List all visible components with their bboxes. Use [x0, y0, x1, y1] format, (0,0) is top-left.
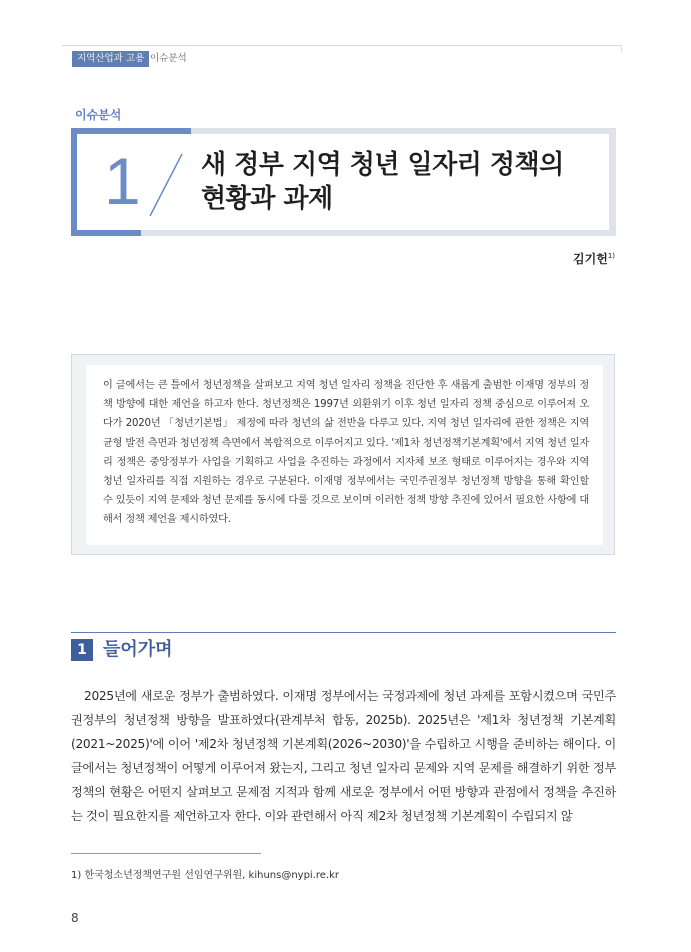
section-title: 들어가며 [103, 639, 173, 660]
author-footnote-mark: 1) [607, 252, 615, 260]
article-number: 1 [104, 144, 141, 218]
title-slash-divider [146, 152, 186, 218]
header-subcategory: 이슈분석 [150, 53, 187, 64]
article-title [201, 148, 601, 216]
title-accent-bottom [71, 230, 141, 236]
author [573, 250, 615, 267]
page-number: 8 [71, 911, 79, 925]
header-rule [62, 45, 622, 46]
footnote-rule [71, 853, 261, 854]
article-title-line1: 새 정부 지역 청년 일자리 정책의 [201, 150, 564, 180]
header-category-chip: 지역산업과 고용 [72, 51, 149, 67]
header-rule-tick [621, 45, 622, 52]
author-name: 김기헌 [573, 252, 608, 266]
section-rule [71, 632, 616, 633]
body-paragraph: 2025년에 새로운 정부가 출범하였다. 이재명 정부에서는 국정과제에 청년 과제를 포함시켰으며 국민주권정부의 청년정책 방향을 발표하였다(관계부처 합동, 2025b). 2025년은 '제1차 청년정책 기본계획(2021~2025)'에 이어 '제2차 청년정책 기본계획(2026~2030)'을 수립하고 시행을 준비하는 해이다. 이 글에서는 청년정책이 어떻게 이루어져 왔는지, 그리고 청년 일자리 문제와 지역 문제를 해결하기 위한 정부정책의 현황은 어떤지 살펴보고 문제점 지적과 함께 새로운 정부에서 어떤 방향과 관점에서 정책을 추진하는 것이 필요한지를 제언하고자 한다. 이와 관련해서 아직 제2차 청년정책 기본계획이 수립되지 않 [71, 689, 616, 823]
abstract-text: 이 글에서는 큰 틀에서 청년정책을 살펴보고 지역 청년 일자리 정책을 진단한 후 새롭게 출범한 이재명 정부의 정책 방향에 대한 제언을 하고자 한다. 청년정책은 1997년 외환위기 이후 청년 일자리 정책 중심으로 이루어져 오다가 2020년 「청년기본법」 제정에 따라 청년의 삶 전반을 다루고 있다. 지역 청년 일자리에 관한 정책은 지역균형 발전 측면과 청년정책 측면에서 복합적으로 이루어지고 있다. '제1차 청년정책기본계획'에서 지역 청년 일자리 정책은 중앙정부가 사업을 기획하고 사업을 추진하는 과정에서 지자체 보조 형태로 이루어지는 경우와 지역 청년 일자리를 직접 지원하는 경우로 구분된다. 이재명 정부에서는 국민주권정부 청년정책 방향을 통해 확인할 수 있듯이 지역 문제와 청년 문제를 동시에 다룰 것으로 보이며 이러한 정책 방향 추진에 있어서 필요한 사항에 대해서 정책 제언을 제시하였다. [103, 380, 589, 526]
title-accent-top [71, 128, 191, 134]
section-kicker: 이슈분석 [75, 108, 122, 122]
section-number-badge: 1 [71, 639, 93, 661]
footnote: 1) 한국청소년정책연구원 선임연구위원, kihuns@nypi.re.kr [71, 870, 340, 881]
article-title-line2: 현황과 과제 [201, 184, 333, 214]
title-accent-left [71, 128, 77, 236]
